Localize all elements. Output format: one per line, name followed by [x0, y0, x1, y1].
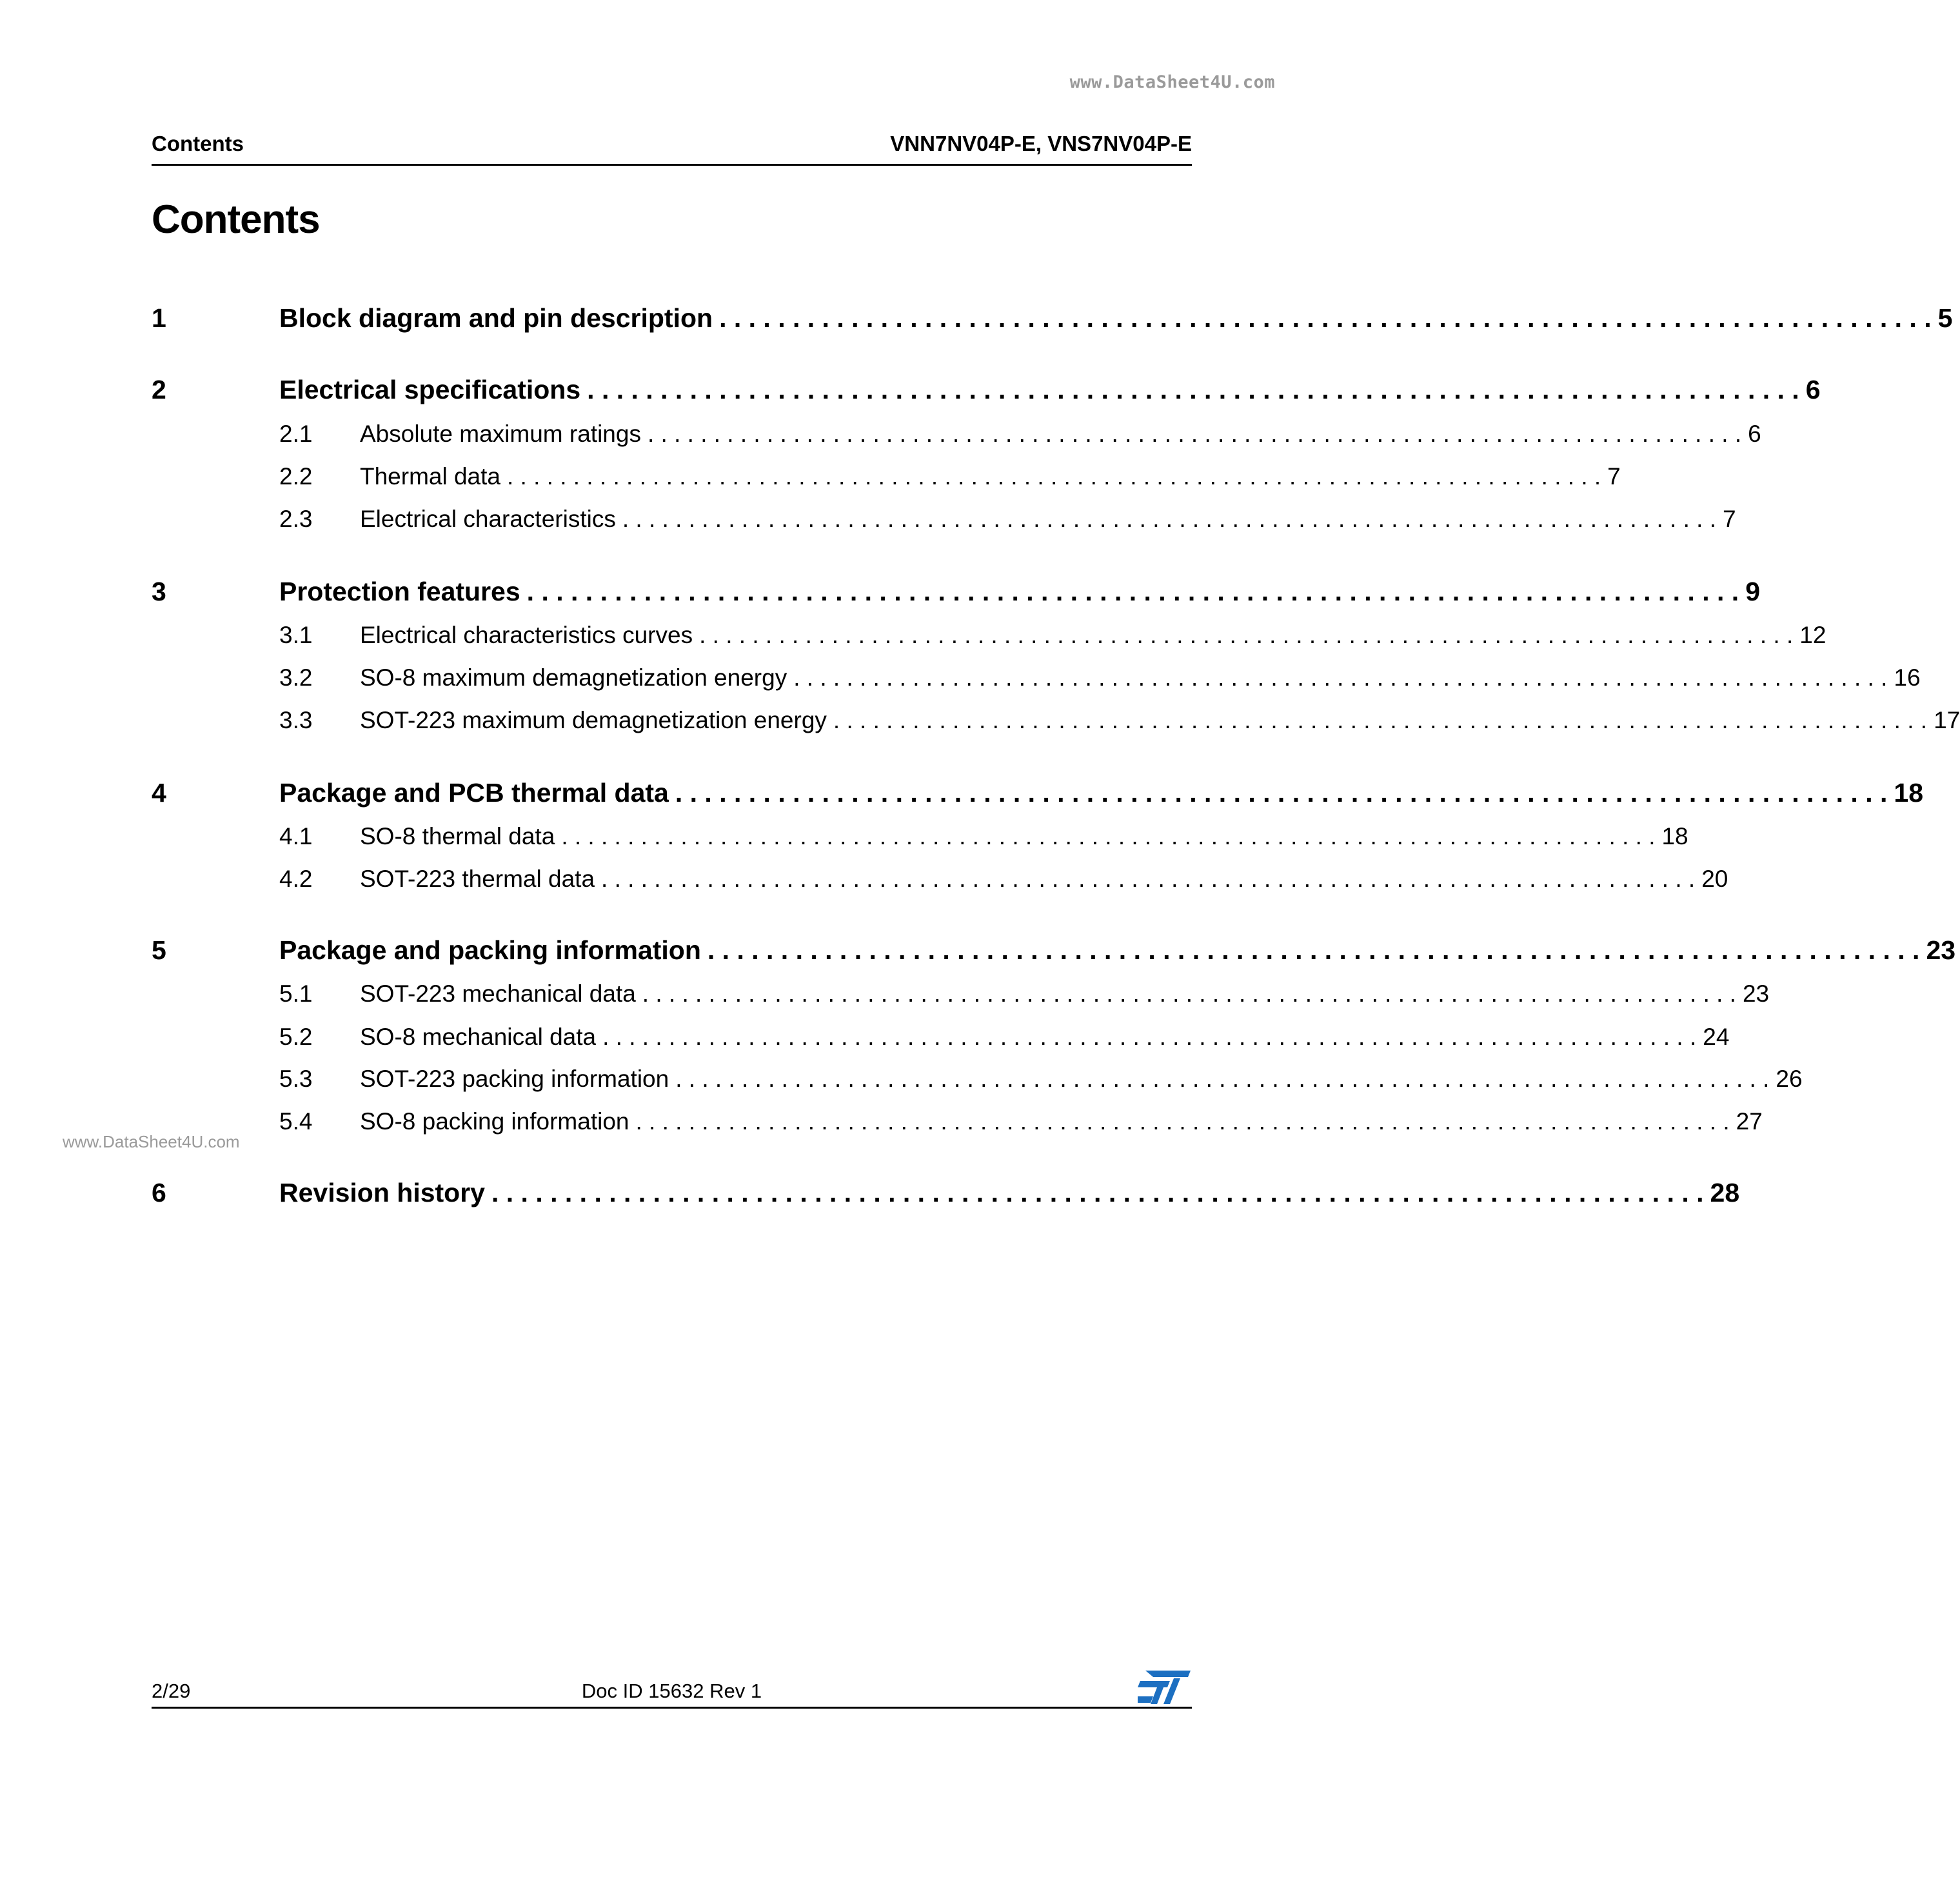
toc-page: 26: [1776, 1066, 1803, 1092]
toc-section-4-1[interactable]: [152, 823, 1688, 855]
toc-page: 12: [1799, 622, 1826, 648]
toc-section-3-2[interactable]: [152, 664, 1921, 697]
toc-section-5-4[interactable]: [152, 1108, 1763, 1140]
toc-page: 20: [1701, 866, 1728, 892]
watermark-left: www.DataSheet4U.com: [63, 1132, 240, 1151]
toc-leader: . . . . . . . . . . . . . . . . . . . . . . . . . . . . . . . . . . . . . . . . . . . . . . . . . . . . . . . . . . . . . . . . . . . . . . . . . . . . . . . . . . .: [675, 778, 1888, 808]
page-footer: [152, 1671, 1192, 1709]
toc-title: Package and packing information: [279, 935, 701, 965]
toc-page: 27: [1736, 1108, 1763, 1135]
toc-number: 6: [152, 1178, 166, 1207]
toc-leader: . . . . . . . . . . . . . . . . . . . . . . . . . . . . . . . . . . . . . . . . . . . . . . . . . . . . . . . . . . . . . . . . . . . . . . . . . . . . . . . . . . .: [719, 303, 1932, 333]
toc-title: SOT-223 thermal data: [360, 866, 595, 892]
toc-title: Electrical characteristics: [360, 506, 616, 532]
page-header: [152, 132, 1192, 166]
toc-title: Electrical specifications: [279, 375, 581, 404]
toc-title: Thermal data: [360, 463, 500, 490]
toc-chapter-4[interactable]: [152, 778, 1923, 810]
toc-leader: . . . . . . . . . . . . . . . . . . . . . . . . . . . . . . . . . . . . . . . . . . . . . . . . . . . . . . . . . . . . . . . . . . . . . . . . . . . . . . . . . . .: [699, 622, 1794, 648]
toc-number: 2.2: [279, 463, 313, 490]
toc-chapter-2[interactable]: [152, 375, 1821, 407]
toc-title: Protection features: [279, 577, 520, 606]
toc-number: 3.2: [279, 664, 313, 691]
toc-page: 7: [1723, 506, 1736, 532]
toc-title: SOT-223 packing information: [360, 1066, 669, 1092]
toc-number: 3: [152, 577, 166, 606]
toc-page: 6: [1805, 375, 1821, 404]
toc-number: 3.1: [279, 622, 313, 648]
toc-title: SO-8 mechanical data: [360, 1024, 597, 1050]
toc-title: SOT-223 maximum demagnetization energy: [360, 707, 827, 733]
toc-section-5-3[interactable]: [152, 1066, 1803, 1098]
watermark-top: www.DataSheet4U.com: [1069, 72, 1275, 92]
footer-doc-id: Doc ID 15632 Rev 1: [581, 1680, 762, 1702]
toc-section-3-3[interactable]: [152, 707, 1960, 739]
toc-number: 2.1: [279, 421, 313, 447]
st-logo-icon: [1138, 1671, 1191, 1704]
toc-section-5-2[interactable]: [152, 1024, 1730, 1056]
toc-page: 18: [1894, 778, 1923, 808]
toc-leader: . . . . . . . . . . . . . . . . . . . . . . . . . . . . . . . . . . . . . . . . . . . . . . . . . . . . . . . . . . . . . . . . . . . . . . . . . . . . . . . . . . .: [675, 1066, 1770, 1092]
toc-number: 5: [152, 935, 166, 965]
toc-page: 7: [1607, 463, 1621, 490]
toc-number: 1: [152, 303, 166, 333]
toc-title: Revision history: [279, 1178, 485, 1207]
toc-number: 5.1: [279, 980, 313, 1007]
toc-title: SOT-223 mechanical data: [360, 980, 636, 1007]
toc-number: 4.2: [279, 866, 313, 892]
toc-leader: . . . . . . . . . . . . . . . . . . . . . . . . . . . . . . . . . . . . . . . . . . . . . . . . . . . . . . . . . . . . . . . . . . . . . . . . . . . . . . . . . . .: [793, 664, 1888, 691]
toc-leader: . . . . . . . . . . . . . . . . . . . . . . . . . . . . . . . . . . . . . . . . . . . . . . . . . . . . . . . . . . . . . . . . . . . . . . . . . . . . . . . . . . .: [642, 980, 1736, 1007]
toc-leader: . . . . . . . . . . . . . . . . . . . . . . . . . . . . . . . . . . . . . . . . . . . . . . . . . . . . . . . . . . . . . . . . . . . . . . . . . . . . . . . . . . .: [587, 375, 1799, 404]
toc-number: 5.4: [279, 1108, 313, 1135]
toc-title: Package and PCB thermal data: [279, 778, 669, 808]
toc-chapter-1[interactable]: [152, 303, 1953, 335]
toc-page: 23: [1926, 935, 1956, 965]
toc-page: 5: [1937, 303, 1953, 333]
toc-leader: . . . . . . . . . . . . . . . . . . . . . . . . . . . . . . . . . . . . . . . . . . . . . . . . . . . . . . . . . . . . . . . . . . . . . . . . . . . . . . . . . . .: [622, 506, 1717, 532]
toc-leader: . . . . . . . . . . . . . . . . . . . . . . . . . . . . . . . . . . . . . . . . . . . . . . . . . . . . . . . . . . . . . . . . . . . . . . . . . . . . . . . . . . .: [707, 935, 1920, 965]
toc-number: 5.3: [279, 1066, 313, 1092]
toc-leader: . . . . . . . . . . . . . . . . . . . . . . . . . . . . . . . . . . . . . . . . . . . . . . . . . . . . . . . . . . . . . . . . . . . . . . . . . . . . . . . . . . .: [602, 1024, 1697, 1050]
toc-title: Block diagram and pin description: [279, 303, 713, 333]
toc-leader: . . . . . . . . . . . . . . . . . . . . . . . . . . . . . . . . . . . . . . . . . . . . . . . . . . . . . . . . . . . . . . . . . . . . . . . . . . . . . . . . . . .: [561, 823, 1656, 849]
toc-chapter-6[interactable]: [152, 1178, 1740, 1210]
toc-section-3-1[interactable]: [152, 622, 1826, 654]
page-title: Contents: [152, 197, 320, 242]
toc-number: 4: [152, 778, 166, 808]
toc-number: 3.3: [279, 707, 313, 733]
toc-page: 28: [1710, 1178, 1740, 1207]
toc-leader: . . . . . . . . . . . . . . . . . . . . . . . . . . . . . . . . . . . . . . . . . . . . . . . . . . . . . . . . . . . . . . . . . . . . . . . . . . . . . . . . . . .: [833, 707, 1928, 733]
toc-title: Electrical characteristics curves: [360, 622, 693, 648]
header-section-label: Contents: [152, 132, 244, 155]
toc-page: 6: [1748, 421, 1761, 447]
toc-page: 24: [1703, 1024, 1730, 1050]
toc-number: 2.3: [279, 506, 313, 532]
toc-section-2-3[interactable]: [152, 506, 1736, 538]
toc-page: 17: [1934, 707, 1960, 733]
toc-page: 16: [1894, 664, 1921, 691]
toc-section-2-2[interactable]: [152, 463, 1621, 495]
toc-leader: . . . . . . . . . . . . . . . . . . . . . . . . . . . . . . . . . . . . . . . . . . . . . . . . . . . . . . . . . . . . . . . . . . . . . . . . . . . . . . . . . . .: [507, 463, 1601, 490]
toc-section-2-1[interactable]: [152, 421, 1761, 453]
toc-page: 18: [1661, 823, 1688, 849]
toc-chapter-5[interactable]: [152, 935, 1956, 968]
toc-page: 9: [1745, 577, 1761, 606]
toc-title: SO-8 thermal data: [360, 823, 555, 849]
header-product-name: VNN7NV04P-E, VNS7NV04P-E: [890, 132, 1192, 155]
toc-leader: . . . . . . . . . . . . . . . . . . . . . . . . . . . . . . . . . . . . . . . . . . . . . . . . . . . . . . . . . . . . . . . . . . . . . . . . . . . . . . . . . . .: [526, 577, 1739, 606]
toc-number: 4.1: [279, 823, 313, 849]
toc-title: SO-8 maximum demagnetization energy: [360, 664, 787, 691]
toc-leader: . . . . . . . . . . . . . . . . . . . . . . . . . . . . . . . . . . . . . . . . . . . . . . . . . . . . . . . . . . . . . . . . . . . . . . . . . . . . . . . . . . .: [647, 421, 1742, 447]
toc-section-4-2[interactable]: [152, 866, 1728, 898]
toc-page: 23: [1742, 980, 1770, 1007]
toc-number: 2: [152, 375, 166, 404]
toc-title: Absolute maximum ratings: [360, 421, 641, 447]
toc-section-5-1[interactable]: [152, 980, 1770, 1013]
toc-leader: . . . . . . . . . . . . . . . . . . . . . . . . . . . . . . . . . . . . . . . . . . . . . . . . . . . . . . . . . . . . . . . . . . . . . . . . . . . . . . . . . . .: [601, 866, 1696, 892]
toc-leader: . . . . . . . . . . . . . . . . . . . . . . . . . . . . . . . . . . . . . . . . . . . . . . . . . . . . . . . . . . . . . . . . . . . . . . . . . . . . . . . . . . .: [635, 1108, 1730, 1135]
toc-chapter-3[interactable]: [152, 577, 1761, 609]
toc-leader: . . . . . . . . . . . . . . . . . . . . . . . . . . . . . . . . . . . . . . . . . . . . . . . . . . . . . . . . . . . . . . . . . . . . . . . . . . . . . . . . . . .: [491, 1178, 1704, 1207]
footer-page-number: 2/29: [152, 1680, 191, 1702]
toc-title: SO-8 packing information: [360, 1108, 629, 1135]
toc-number: 5.2: [279, 1024, 313, 1050]
